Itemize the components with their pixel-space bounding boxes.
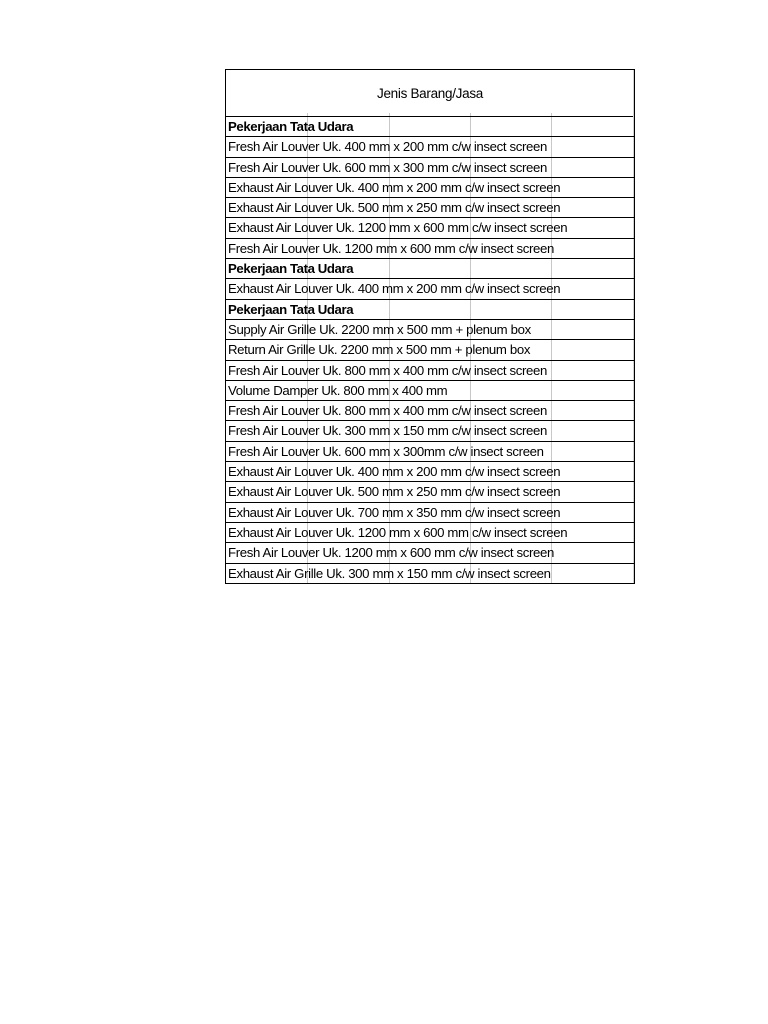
gridline <box>470 113 471 116</box>
section-row: Pekerjaan Tata Udara <box>226 259 634 279</box>
table-row: Fresh Air Louver Uk. 1200 mm x 600 mm c/w insect screen <box>226 543 634 563</box>
table-row: Exhaust Air Louver Uk. 400 mm x 200 mm c/w insect screen <box>226 462 634 482</box>
table-row: Exhaust Air Louver Uk. 500 mm x 250 mm c/w insect screen <box>226 482 634 502</box>
table-row: Fresh Air Louver Uk. 300 mm x 150 mm c/w insect screen <box>226 421 634 441</box>
table-row: Exhaust Air Louver Uk. 400 mm x 200 mm c/w insect screen <box>226 178 634 198</box>
gridline <box>389 113 390 116</box>
section-row: Pekerjaan Tata Udara <box>226 117 634 137</box>
table-row: Supply Air Grille Uk. 2200 mm x 500 mm + plenum box <box>226 320 634 340</box>
spreadsheet-table <box>225 69 635 584</box>
table-row: Exhaust Air Louver Uk. 500 mm x 250 mm c/w insect screen <box>226 198 634 218</box>
table-row: Exhaust Air Louver Uk. 400 mm x 200 mm c/w insect screen <box>226 279 634 299</box>
table-row: Fresh Air Louver Uk. 400 mm x 200 mm c/w insect screen <box>226 137 634 157</box>
table-row: Fresh Air Louver Uk. 600 mm x 300 mm c/w insect screen <box>226 158 634 178</box>
section-row: Pekerjaan Tata Udara <box>226 300 634 320</box>
gridline <box>307 113 308 116</box>
table-row: Exhaust Air Grille Uk. 300 mm x 150 mm c/w insect screen <box>226 564 634 584</box>
table-row: Exhaust Air Louver Uk. 1200 mm x 600 mm c/w insect screen <box>226 523 634 543</box>
table-row: Exhaust Air Louver Uk. 700 mm x 350 mm c/w insect screen <box>226 503 634 523</box>
gridline <box>551 113 552 116</box>
table-row: Fresh Air Louver Uk. 800 mm x 400 mm c/w insect screen <box>226 361 634 381</box>
table-row: Volume Damper Uk. 800 mm x 400 mm <box>226 381 634 401</box>
table-row: Return Air Grille Uk. 2200 mm x 500 mm + plenum box <box>226 340 634 360</box>
table-row: Fresh Air Louver Uk. 1200 mm x 600 mm c/w insect screen <box>226 239 634 259</box>
table-row: Exhaust Air Louver Uk. 1200 mm x 600 mm c/w insect screen <box>226 218 634 238</box>
table-row: Fresh Air Louver Uk. 800 mm x 400 mm c/w insect screen <box>226 401 634 421</box>
table-header <box>226 70 634 117</box>
table-row: Fresh Air Louver Uk. 600 mm x 300mm c/w insect screen <box>226 442 634 462</box>
header-label: Jenis Barang/Jasa <box>377 85 483 101</box>
table-body <box>226 117 634 584</box>
